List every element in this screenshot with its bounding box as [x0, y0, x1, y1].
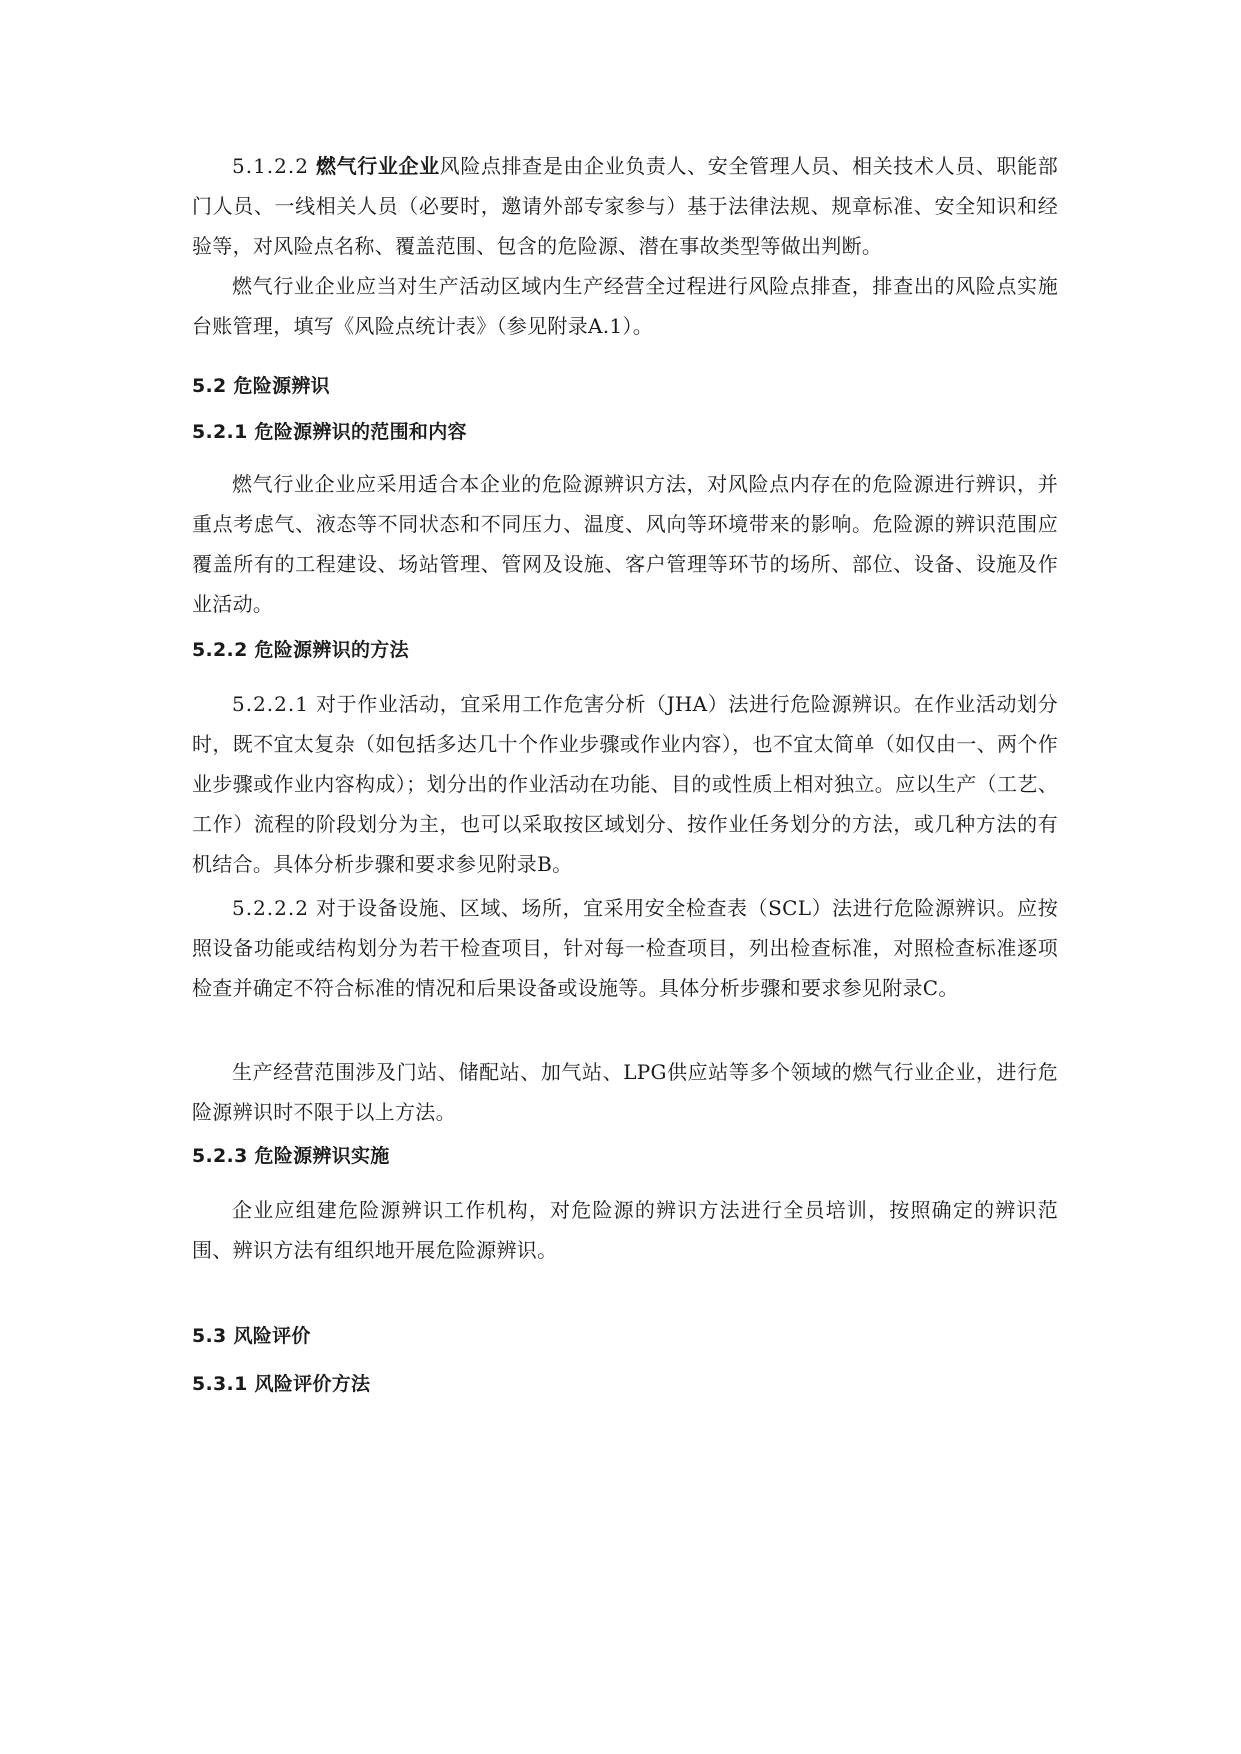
paragraph-5-2-2-2 — [192, 888, 1058, 1008]
paragraph-5-2-1: 燃气行业企业应采用适合本企业的危险源辨识方法，对风险点内存在的危险源进行辨识，并重点考虑气、液态等不同状态和不同压力、温度、风向等环境带来的影响。危险源的辨识范围应覆盖所有的工程建设、场站管理、管网及设施、客户管理等环节的场所、部位、设备、设施及作业活动。 — [192, 472, 1058, 616]
heading-5-2-2: 5.2.2 危险源辨识的方法 — [192, 639, 409, 661]
heading-5-2-1: 5.2.1 危险源辨识的范围和内容 — [192, 421, 467, 443]
clause-number: 5.2.2.2 — [232, 896, 309, 920]
paragraph-text: 对于作业活动，宜采用工作危害分析（JHA）法进行危险源辨识。在作业活动划分时，既不宜太复杂（如包括多达几十个作业步骤或作业内容），也不宜太简单（如仅由一、两个作业步骤或作业内容构成）；划分出的作业活动在功能、目的或性质上相对独立。应以生产（工艺、工作）流程的阶段划分为主，也可以采取按区域划分、按作业任务划分的方法，或几种方法的有机结合。具体分析步骤和要求参见附录B。 — [192, 692, 1058, 876]
heading-5-2: 5.2 危险源辨识 — [192, 375, 330, 397]
heading-5-2-3: 5.2.3 危险源辨识实施 — [192, 1145, 390, 1167]
paragraph-ledger: 燃气行业企业应当对生产活动区域内生产经营全过程进行风险点排查，排查出的风险点实施台账管理，填写《风险点统计表》（参见附录A.1）。 — [192, 274, 1058, 338]
paragraph-lpg: 生产经营范围涉及门站、储配站、加气站、LPG供应站等多个领域的燃气行业企业，进行危险源辨识时不限于以上方法。 — [192, 1060, 1058, 1124]
paragraph-5-2-2-1 — [192, 684, 1058, 884]
paragraph-5-2-3: 企业应组建危险源辨识工作机构，对危险源的辨识方法进行全员培训，按照确定的辨识范围、辨识方法有组织地开展危险源辨识。 — [192, 1198, 1058, 1262]
paragraph-5-1-2-2 — [192, 146, 1058, 266]
paragraph-text: 对于设备设施、区域、场所，宜采用安全检查表（SCL）法进行危险源辨识。应按照设备功能或结构划分为若干检查项目，针对每一检查项目，列出检查标准，对照检查标准逐项检查并确定不符合标准的情况和后果设备或设施等。具体分析步骤和要求参见附录C。 — [192, 896, 1058, 1000]
paragraph-text: 风险点排查是由企业负责人、安全管理人员、相关技术人员、职能部门人员、一线相关人员（必要时，邀请外部专家参与）基于法律法规、规章标准、安全知识和经验等，对风险点名称、覆盖范围、包含的危险源、潜在事故类型等做出判断。 — [192, 154, 1058, 258]
clause-number: 5.1.2.2 — [232, 154, 309, 178]
bold-term: 燃气行业企业 — [315, 154, 440, 178]
heading-5-3-1: 5.3.1 风险评价方法 — [192, 1373, 371, 1395]
heading-5-3: 5.3 风险评价 — [192, 1325, 311, 1347]
clause-number: 5.2.2.1 — [232, 692, 309, 716]
